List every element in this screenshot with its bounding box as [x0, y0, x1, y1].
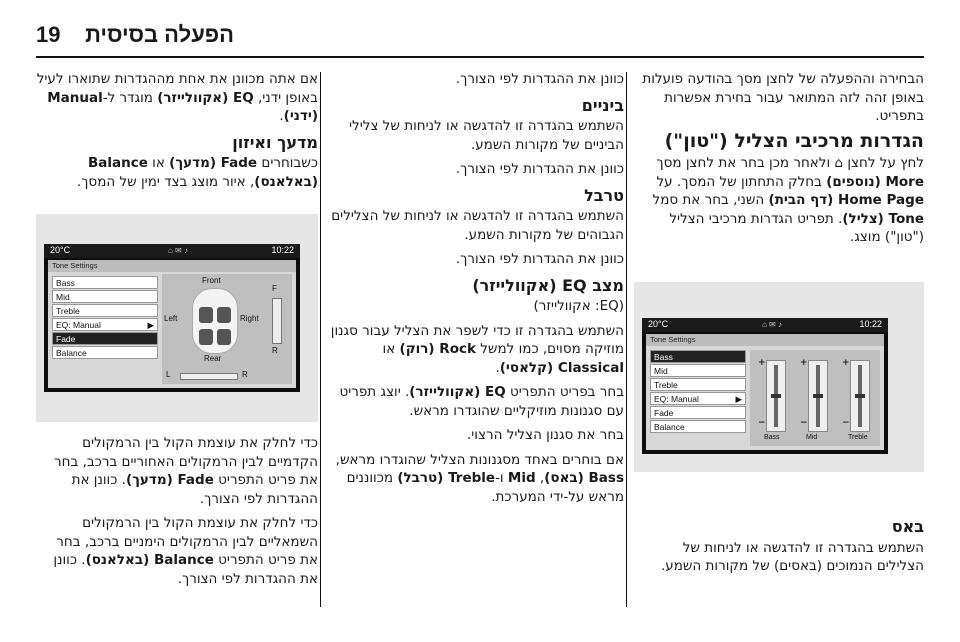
- eq-paragraph-3: בחר את סגנון הצליל הרצוי.: [466, 427, 624, 443]
- header-rule: [36, 56, 924, 58]
- minus-icon: −: [800, 418, 808, 428]
- eq-paragraph-4: אם בוחרים באחד מסגנונות הצליל שהוגדרו מראש, Bass (באס), Mid ו-Treble (טרבל) מכווננים מראש על-ידי המערכת.: [335, 451, 624, 505]
- mid-heading: ביניים: [581, 95, 624, 115]
- home-icon: ⌂: [834, 155, 844, 171]
- tone-screen-figure: [634, 282, 924, 472]
- balance-slider[interactable]: [180, 373, 238, 380]
- fade-screen-figure: [36, 214, 318, 422]
- treble-adjust-text: כוונן את ההגדרות לפי הצורך.: [455, 251, 624, 267]
- running-head: הפעלה בסיסית: [85, 22, 234, 47]
- balance-right-label: R: [242, 370, 248, 379]
- eq-subtitle: (EQ: אקוולייזר): [533, 298, 624, 314]
- menu-item-mid[interactable]: Mid: [650, 364, 746, 377]
- menu-item-fade[interactable]: Fade: [650, 406, 746, 419]
- intro-paragraph: הבחירה וההפעלה של לחצן מסך בהודעה פועלות באופן זהה לזה המתואר עבור בחירת אפשרות בתפריט.: [642, 71, 924, 124]
- eq-slider-bass[interactable]: [766, 360, 786, 432]
- plus-icon: +: [800, 358, 808, 368]
- fade-balance-heading: מדעך ואיזון: [232, 132, 318, 152]
- bass-text: השתמש בהגדרה זו להדגשה או לניחות של הצלילים הנמוכים (באסים) של מקורות השמע.: [660, 539, 924, 574]
- right-label: Right: [240, 314, 259, 323]
- middle-column: [328, 70, 624, 512]
- eq-heading: מצב EQ (אקוולייזר): [472, 275, 624, 295]
- chevron-right-icon: ▶: [735, 394, 742, 404]
- fade-rear-label: R: [272, 346, 278, 355]
- menu-item-balance[interactable]: Balance: [650, 420, 746, 433]
- tone-instructions: לחץ על לחצן ⌂ ולאחר מכן בחר את לחצן מסך More (נוספים) בחלק התחתון של המסך. על Home Page (דף הבית) השני, בחר את סמל Tone (צליל). תפריט הגדרות מרכיבי הצליל ("טון") מוצג.: [652, 155, 924, 245]
- slider-label: Treble: [848, 434, 868, 441]
- menu-item-treble[interactable]: Treble: [650, 378, 746, 391]
- status-bar: [642, 318, 888, 332]
- left-column: [36, 70, 318, 197]
- column-divider: [626, 72, 627, 607]
- status-icons: ⌂ ✉ ♪: [168, 246, 188, 255]
- menu-item-eq[interactable]: EQ: Manual ▶: [650, 392, 746, 405]
- clock-readout: 10:22: [271, 245, 294, 255]
- left-label: Left: [164, 314, 178, 323]
- eq-slider-treble[interactable]: [850, 360, 870, 432]
- eq-slider-area: [750, 350, 880, 446]
- menu-item-mid[interactable]: Mid: [52, 290, 158, 303]
- clock-readout: 10:22: [859, 319, 882, 329]
- minus-icon: −: [842, 418, 850, 428]
- slider-knob[interactable]: [855, 394, 865, 398]
- slider-knob[interactable]: [771, 394, 781, 398]
- treble-text: השתמש בהגדרה זו להדגשה או לניחות של הצלילים הגבוהים של מקורות השמע.: [331, 208, 624, 243]
- fade-text: כדי לחלק את עוצמת הקול בין הרמקולים הקדמיים לבין הרמקולים האחוריים ברכב, בחר את פריט התפריט Fade (מדעך). כוונן את ההגדרות לפי הצורך.: [54, 435, 318, 507]
- tone-settings-panel: [48, 260, 296, 388]
- bass-section: [634, 510, 924, 582]
- tone-settings-panel: [646, 334, 884, 450]
- seat-icon: [199, 329, 213, 345]
- menu-item-balance[interactable]: Balance: [52, 346, 158, 359]
- car-diagram: [192, 288, 238, 354]
- temperature-readout: 20°C: [50, 245, 71, 255]
- eq-paragraph-2: בחר בפריט התפריט EQ (אקוולייזר). יוצג תפריט עם סגנונות מוזיקליים שהוגדרו מראש.: [339, 384, 624, 419]
- menu-item-bass[interactable]: Bass: [52, 276, 158, 289]
- column-divider: [320, 72, 321, 607]
- right-column: [634, 70, 924, 253]
- manual-eq-text: אם אתה מכוונן את אחת מההגדרות שתוארו לעיל באופן ידני, EQ (אקוולייזר) מוגדר ל-Manual (ידני).: [36, 71, 318, 124]
- eq-slider-mid[interactable]: [808, 360, 828, 432]
- menu-item-fade[interactable]: Fade: [52, 332, 158, 345]
- mid-adjust-text: כוונן את ההגדרות לפי הצורך.: [455, 161, 624, 177]
- fade-slider[interactable]: [272, 298, 282, 344]
- slider-label: Bass: [764, 434, 780, 441]
- status-icons: ⌂ ✉ ♪: [762, 320, 782, 329]
- temperature-readout: 20°C: [648, 319, 669, 329]
- plus-icon: +: [842, 358, 850, 368]
- menu-item-treble[interactable]: Treble: [52, 304, 158, 317]
- bass-heading: באס: [891, 517, 924, 536]
- page-number: 19: [36, 22, 61, 47]
- rear-label: Rear: [204, 354, 222, 363]
- seat-icon: [217, 307, 231, 323]
- display-screen: [642, 318, 888, 454]
- fade-balance-intro: כשבוחרים Fade (מדעך) או Balance (באלאנס), איור מוצג בצד ימין של המסך.: [76, 155, 318, 190]
- front-label: Front: [202, 276, 221, 285]
- menu-item-bass[interactable]: Bass: [650, 350, 746, 363]
- tone-settings-heading: הגדרות מרכיבי הצליל ("טון"): [664, 129, 924, 152]
- fade-balance-area: [162, 274, 292, 384]
- tone-menu: [52, 276, 158, 360]
- status-bar: [44, 244, 300, 258]
- chevron-right-icon: ▶: [147, 320, 154, 330]
- mid-text: השתמש בהגדרה זו להדגשה או לניחות של צלילי הביניים של מקורות השמע.: [349, 118, 624, 153]
- panel-title: Tone Settings: [646, 334, 884, 346]
- fade-balance-section: [36, 434, 318, 594]
- tone-menu: [650, 350, 746, 434]
- menu-item-eq[interactable]: EQ: Manual ▶: [52, 318, 158, 331]
- panel-title: Tone Settings: [48, 260, 296, 272]
- treble-heading: טרבל: [584, 185, 624, 205]
- adjust-text: כוונן את ההגדרות לפי הצורך.: [455, 71, 624, 87]
- balance-text: כדי לחלק את עוצמת הקול בין הרמקולים השמאליים לבין הרמקולים הימניים ברכב, בחר את פריט התפריט Balance (באלאנס). כוונן את ההגדרות לפי הצורך.: [53, 515, 318, 587]
- slider-knob[interactable]: [813, 394, 823, 398]
- plus-icon: +: [758, 358, 766, 368]
- minus-icon: −: [758, 418, 766, 428]
- slider-label: Mid: [806, 434, 818, 441]
- seat-icon: [199, 307, 213, 323]
- balance-left-label: L: [166, 370, 171, 379]
- seat-icon: [217, 329, 231, 345]
- display-screen: [44, 244, 300, 392]
- eq-paragraph-1: השתמש בהגדרה זו כדי לשפר את הצליל עבור סגנון מוזיקה מסוים, כמו למשל Rock (רוק) או Classical (קלאסי).: [330, 322, 624, 376]
- fade-front-label: F: [272, 284, 277, 293]
